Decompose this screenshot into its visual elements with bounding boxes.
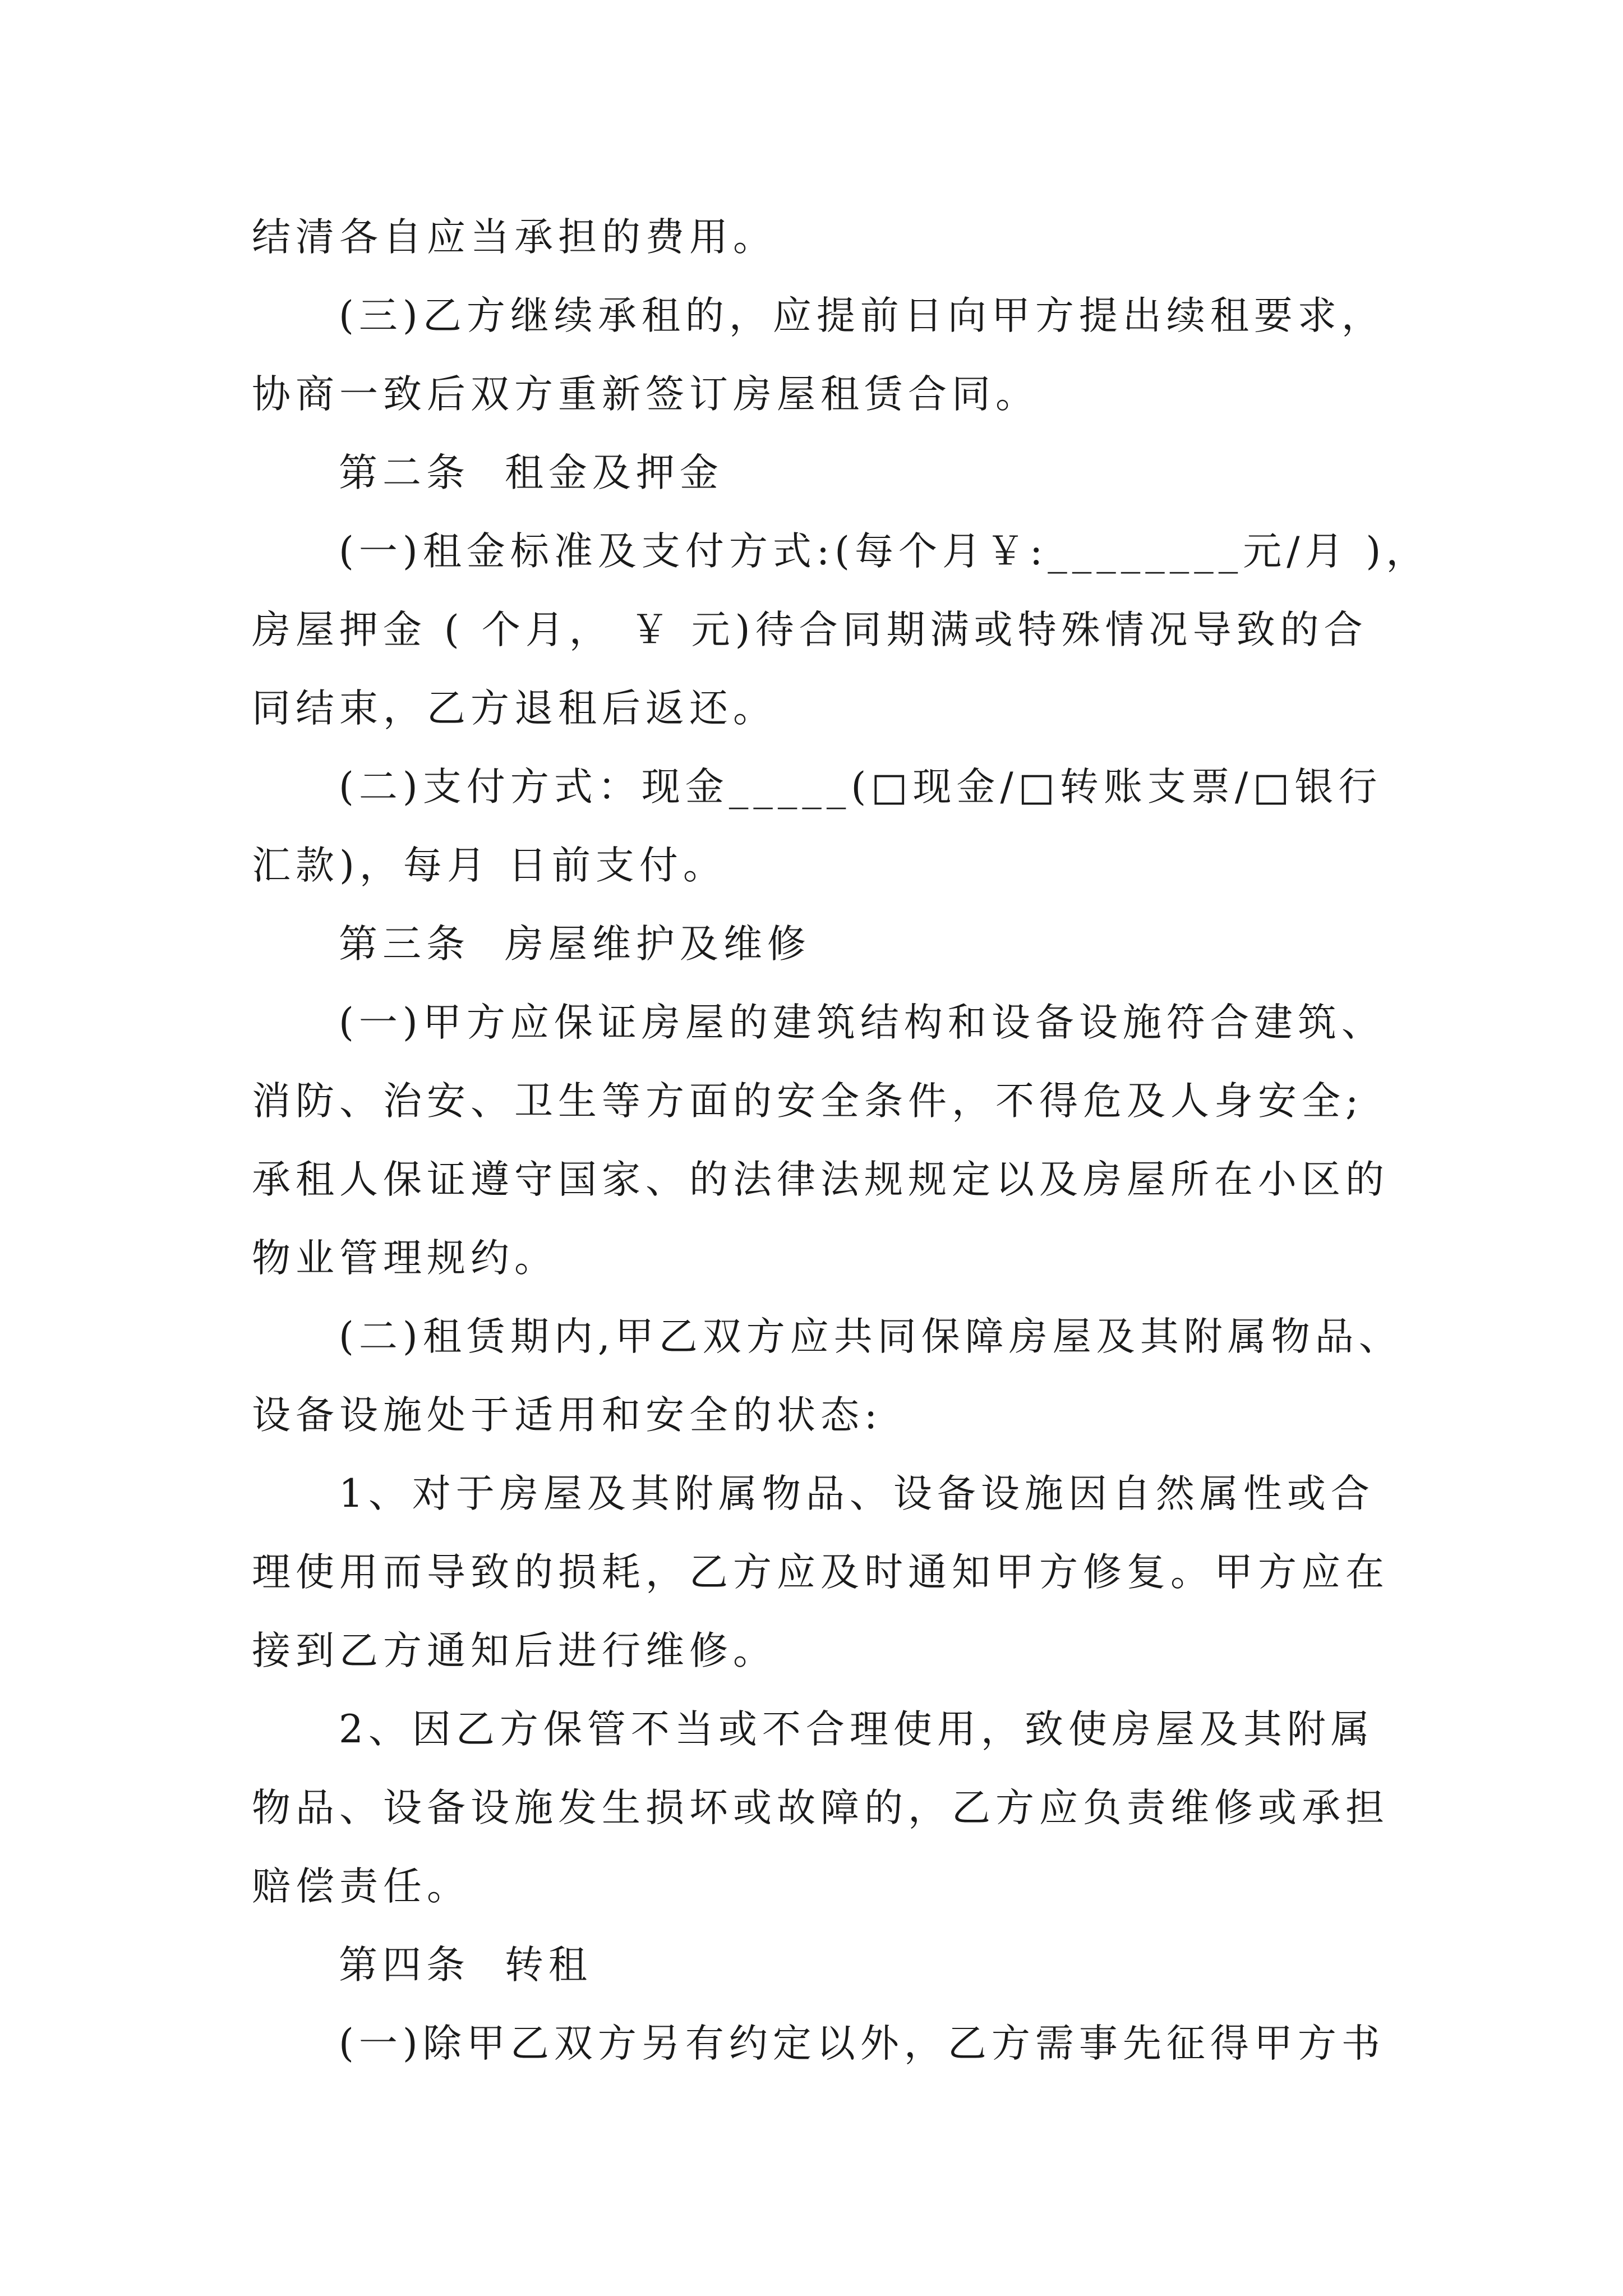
text-line: (一)除甲乙双方另有约定以外，乙方需事先征得甲方书 (339, 2021, 1385, 2066)
section-heading: 第二条 租金及押金 (339, 450, 723, 495)
text-line: 汇款)，每月 日前支付。 (252, 843, 727, 888)
text-line: 物业管理规约。 (252, 1236, 558, 1281)
text-line: (一)甲方应保证房屋的建筑结构和设备设施符合建筑、 (339, 1000, 1385, 1045)
text-line: 理使用而导致的损耗，乙方应及时通知甲方修复。甲方应在 (252, 1550, 1389, 1595)
text-line: 2、因乙方保管不当或不合理使用，致使房屋及其附属 (339, 1707, 1375, 1752)
text-line: (二)支付方式：现金_____(□现金/□转账支票/□银行 (339, 765, 1382, 809)
section-heading: 第三条 房屋维护及维修 (339, 922, 811, 967)
section-heading: 第四条 转租 (339, 1943, 592, 1987)
text-line: 物品、设备设施发生损坏或故障的，乙方应负责维修或承担 (252, 1786, 1389, 1830)
text-line: 赔偿责任。 (252, 1864, 471, 1909)
text-line: 承租人保证遵守国家、的法律法规规定以及房屋所在小区的 (252, 1157, 1389, 1202)
text-line: 同结束，乙方退租后返还。 (252, 686, 777, 731)
text-line: 消防、治安、卫生等方面的安全条件，不得危及人身安全; (252, 1079, 1364, 1124)
text-line: 设备设施处于适用和安全的状态: (252, 1393, 883, 1438)
text-line: (三)乙方继续承租的，应提前日向甲方提出续租要求， (339, 293, 1385, 338)
text-line: (二)租赁期内,甲乙双方应共同保障房屋及其附属物品、 (339, 1314, 1403, 1359)
text-line: 协商一致后双方重新签订房屋租赁合同。 (252, 372, 1039, 417)
text-line: 房屋押金 ( 个月， ￥ 元)待合同期满或特殊情况导致的合 (252, 608, 1368, 652)
text-line: 结清各自应当承担的费用。 (252, 215, 777, 260)
text-line: 1、对于房屋及其附属物品、设备设施因自然属性或合 (339, 1471, 1375, 1516)
text-line: (一)租金标准及支付方式:(每个月￥:________元/月 )， (339, 529, 1430, 574)
text-line: 接到乙方通知后进行维修。 (252, 1628, 777, 1673)
